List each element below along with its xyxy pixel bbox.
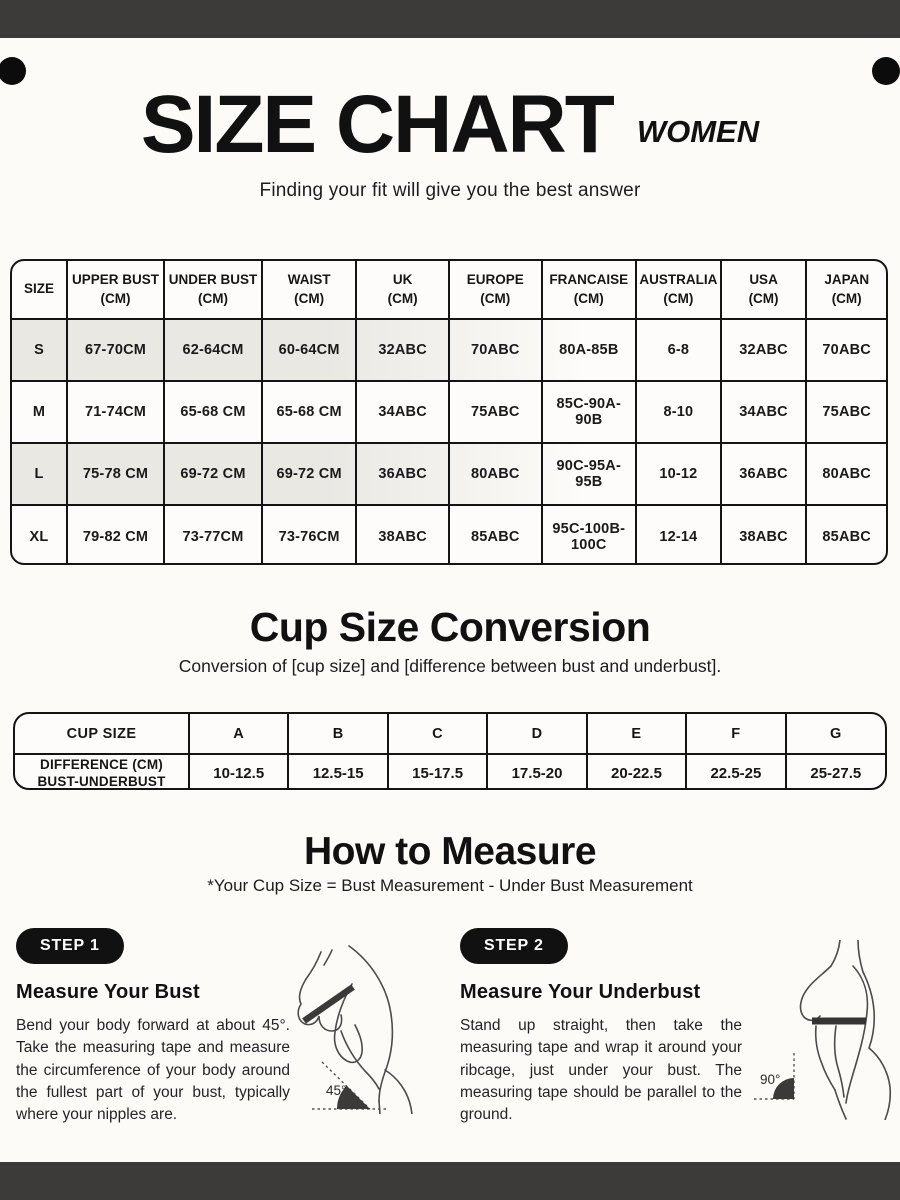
col-header-uk: UK (CM) xyxy=(356,261,449,319)
step-1-badge: STEP 1 xyxy=(16,928,124,964)
cell-under-bust: 62-64CM xyxy=(164,319,262,381)
cell-francaise: 80A-85B xyxy=(542,319,636,381)
bust-measure-illustration xyxy=(292,942,464,1114)
diff-a: 10-12.5 xyxy=(189,754,288,790)
step-2-badge: STEP 2 xyxy=(460,928,568,964)
col-header-japan: JAPAN (CM) xyxy=(806,261,886,319)
cell-japan: 70ABC xyxy=(806,319,886,381)
cell-upper-bust: 79-82 CM xyxy=(67,505,164,565)
page-title xyxy=(0,79,900,170)
difference-label: DIFFERENCE (CM) BUST-UNDERBUST xyxy=(15,754,189,790)
col-header-upper-bust: UPPER BUST (CM) xyxy=(67,261,164,319)
cell-usa: 38ABC xyxy=(721,505,807,565)
bottom-bar xyxy=(0,1162,900,1200)
diff-d: 17.5-20 xyxy=(487,754,586,790)
cup-difference-row xyxy=(15,754,885,790)
size-table-header-row xyxy=(12,261,886,319)
col-header-usa: USA (CM) xyxy=(721,261,807,319)
cell-europe: 85ABC xyxy=(449,505,542,565)
cell-francaise: 85C-90A-90B xyxy=(542,381,636,443)
cell-japan: 75ABC xyxy=(806,381,886,443)
cell-size: S xyxy=(12,319,67,381)
cell-europe: 70ABC xyxy=(449,319,542,381)
how-to-measure-title: How to Measure xyxy=(303,830,597,873)
cell-uk: 36ABC xyxy=(356,443,449,505)
cell-australia: 6-8 xyxy=(636,319,721,381)
cell-europe: 75ABC xyxy=(449,381,542,443)
cup-f: F xyxy=(686,714,785,754)
diff-g: 25-27.5 xyxy=(786,754,885,790)
size-table xyxy=(10,259,888,565)
cell-waist: 69-72 CM xyxy=(262,443,356,505)
cell-uk: 32ABC xyxy=(356,319,449,381)
cell-upper-bust: 71-74CM xyxy=(67,381,164,443)
step-1-body: Bend your body forward at about 45°. Take the measuring tape and measure the circumference of your body around the fullest part of your bust, typically where your nipples are. xyxy=(16,1017,290,1124)
cell-upper-bust: 75-78 CM xyxy=(67,443,164,505)
cell-waist: 73-76CM xyxy=(262,505,356,565)
cup-conversion-title: Cup Size Conversion xyxy=(249,604,651,650)
cell-australia: 8-10 xyxy=(636,381,721,443)
diff-b: 12.5-15 xyxy=(288,754,387,790)
cell-size: XL xyxy=(12,505,67,565)
diff-f: 22.5-25 xyxy=(686,754,785,790)
cell-francaise: 95C-100B-100C xyxy=(542,505,636,565)
diff-c: 15-17.5 xyxy=(388,754,487,790)
cell-europe: 80ABC xyxy=(449,443,542,505)
cup-d: D xyxy=(487,714,586,754)
cup-header-row xyxy=(15,714,885,754)
cell-australia: 10-12 xyxy=(636,443,721,505)
size-row-s xyxy=(12,319,886,381)
cell-francaise: 90C-95A-95B xyxy=(542,443,636,505)
diff-e: 20-22.5 xyxy=(587,754,686,790)
cell-waist: 65-68 CM xyxy=(262,381,356,443)
cup-a: A xyxy=(189,714,288,754)
cup-g: G xyxy=(786,714,885,754)
audience-label: WOMEN xyxy=(636,114,760,149)
step-2-body: Stand up straight, then take the measuring tape and wrap it around your ribcage, just under your bust. The measuring tape should be parallel to the ground. xyxy=(460,1017,742,1124)
step-2-block xyxy=(460,928,742,1127)
cup-e: E xyxy=(587,714,686,754)
cup-conversion-subtitle: Conversion of [cup size] and [difference between bust and underbust]. xyxy=(178,656,722,676)
cell-under-bust: 65-68 CM xyxy=(164,381,262,443)
cell-usa: 32ABC xyxy=(721,319,807,381)
cup-size-table xyxy=(13,712,887,790)
cell-japan: 85ABC xyxy=(806,505,886,565)
col-header-australia: AUSTRALIA (CM) xyxy=(636,261,721,319)
angle-label-45: 45° xyxy=(326,1083,347,1098)
header xyxy=(0,79,900,202)
col-header-waist: WAIST (CM) xyxy=(262,261,356,319)
cell-usa: 36ABC xyxy=(721,443,807,505)
step-1-heading: Measure Your Bust xyxy=(16,981,200,1003)
cell-uk: 38ABC xyxy=(356,505,449,565)
cell-size: L xyxy=(12,443,67,505)
cup-b: B xyxy=(288,714,387,754)
cell-australia: 12-14 xyxy=(636,505,721,565)
col-header-francaise: FRANCAISE (CM) xyxy=(542,261,636,319)
cell-usa: 34ABC xyxy=(721,381,807,443)
cell-size: M xyxy=(12,381,67,443)
how-to-measure-formula: *Your Cup Size = Bust Measurement - Under Bust Measurement xyxy=(207,876,693,895)
cell-uk: 34ABC xyxy=(356,381,449,443)
col-header-size: SIZE xyxy=(24,281,55,297)
cell-under-bust: 69-72 CM xyxy=(164,443,262,505)
cell-japan: 80ABC xyxy=(806,443,886,505)
corner-dot-right xyxy=(872,57,900,85)
measuring-tape-band xyxy=(304,987,353,1021)
cell-waist: 60-64CM xyxy=(262,319,356,381)
page-title-text: SIZE CHART xyxy=(140,79,613,170)
cell-under-bust: 73-77CM xyxy=(164,505,262,565)
cup-c: C xyxy=(388,714,487,754)
step-2-heading: Measure Your Underbust xyxy=(460,981,701,1003)
angle-label-90: 90° xyxy=(760,1072,781,1087)
cell-upper-bust: 67-70CM xyxy=(67,319,164,381)
size-row-xl xyxy=(12,505,886,565)
header-subtitle: Finding your fit will give you the best answer xyxy=(259,180,641,201)
step-1-block xyxy=(16,928,290,1127)
cup-size-label: CUP SIZE xyxy=(66,725,137,742)
col-header-under-bust: UNDER BUST (CM) xyxy=(164,261,262,319)
corner-dot-left xyxy=(0,57,26,85)
size-row-m xyxy=(12,381,886,443)
col-header-europe: EUROPE (CM) xyxy=(449,261,542,319)
underbust-measure-illustration xyxy=(752,940,898,1120)
size-row-l xyxy=(12,443,886,505)
top-bar xyxy=(0,0,900,38)
